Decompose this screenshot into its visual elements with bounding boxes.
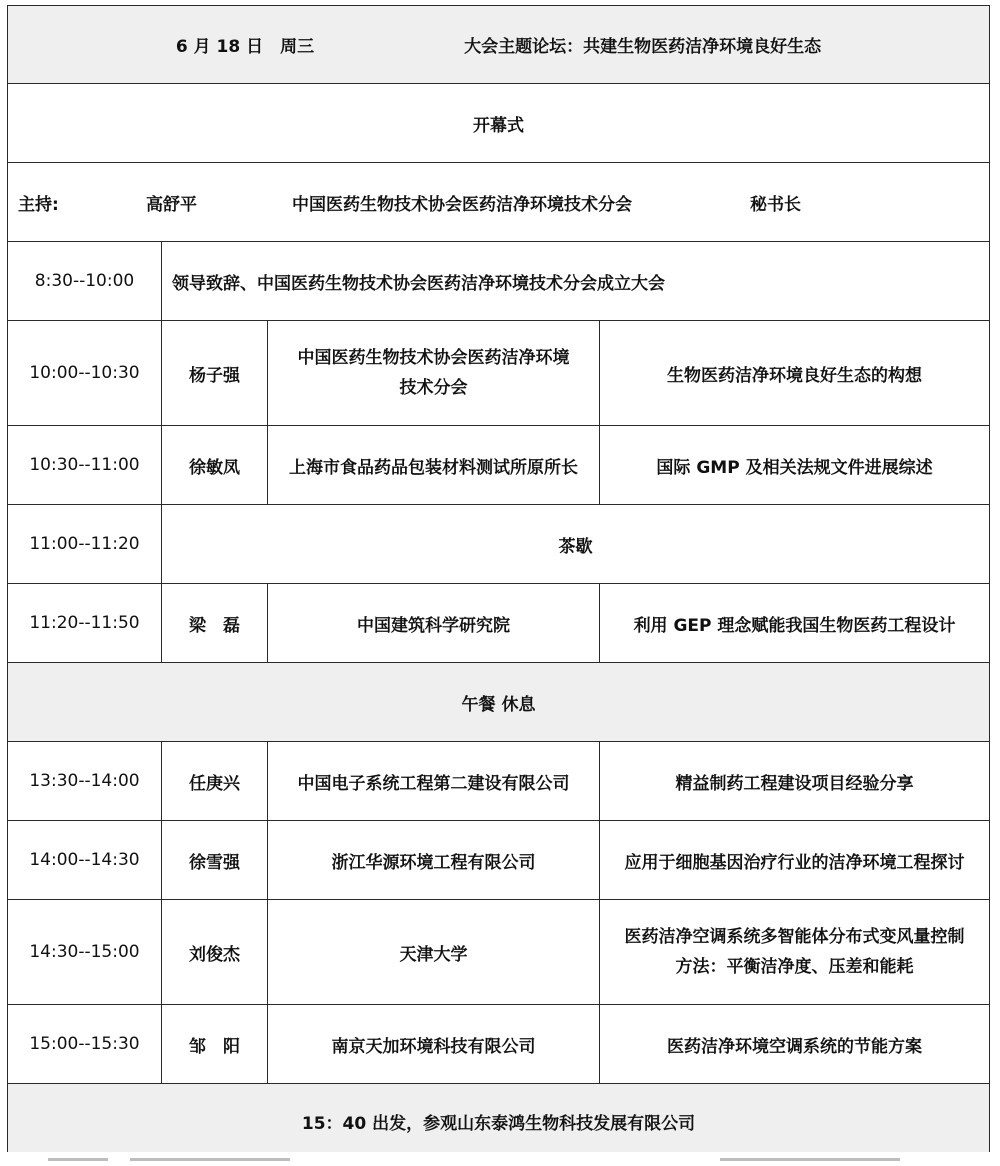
session-time: 10:00--10:30	[8, 321, 162, 426]
cropped-text-fragment	[130, 1158, 290, 1161]
speaker-name: 杨子强	[162, 321, 268, 426]
footer-row	[8, 1084, 990, 1160]
speaker-org: 浙江华源环境工程有限公司	[268, 821, 600, 900]
table-row	[8, 321, 990, 426]
table-row	[8, 505, 990, 584]
speaker-name: 邹 阳	[162, 1005, 268, 1084]
header-date: 6 月 18 日 周三	[175, 37, 315, 57]
table-row	[8, 242, 990, 321]
talk-topic: 医药洁净环境空调系统的节能方案	[600, 1005, 990, 1084]
opening-row	[8, 84, 990, 163]
session-time: 14:00--14:30	[8, 821, 162, 900]
speaker-name: 任庚兴	[162, 742, 268, 821]
talk-topic-line1: 医药洁净空调系统多智能体分布式变风量控制	[624, 927, 965, 947]
lunch-row	[8, 663, 990, 742]
table-row	[8, 900, 990, 1005]
host-name: 高舒平	[146, 194, 197, 215]
session-time: 15:00--15:30	[8, 1005, 162, 1084]
host-row	[8, 163, 990, 242]
talk-topic-line2: 方法：平衡洁净度、压差和能耗	[675, 957, 914, 977]
header-title: 大会主题论坛：共建生物医药洁净环境良好生态	[464, 37, 822, 57]
speaker-name: 徐敏凤	[162, 426, 268, 505]
session-time: 14:30--15:00	[8, 900, 162, 1005]
speaker-org-line2: 技术分会	[399, 378, 468, 398]
talk-topic: 利用 GEP 理念赋能我国生物医药工程设计	[600, 584, 990, 663]
header-row	[8, 6, 990, 84]
table-row	[8, 1005, 990, 1084]
speaker-org-line1: 中国医药生物技术协会医药洁净环境	[297, 348, 570, 368]
table-row	[8, 426, 990, 505]
cropped-next-page-edge	[0, 1152, 1000, 1166]
lunch-break: 午餐 休息	[8, 663, 990, 742]
session-time: 11:00--11:20	[8, 505, 162, 584]
cropped-text-fragment	[48, 1158, 108, 1161]
header-cell	[8, 6, 990, 84]
host-role: 秘书长	[750, 194, 801, 215]
talk-topic: 生物医药洁净环境良好生态的构想	[600, 321, 990, 426]
session-time: 10:30--11:00	[8, 426, 162, 505]
host-label: 主持:	[18, 194, 59, 215]
session-time: 11:20--11:50	[8, 584, 162, 663]
opening-label: 开幕式	[8, 84, 990, 163]
cropped-text-fragment	[720, 1158, 900, 1161]
table-row	[8, 821, 990, 900]
speaker-name: 梁 磊	[162, 584, 268, 663]
tea-break: 茶歇	[162, 505, 990, 584]
talk-topic: 精益制药工程建设项目经验分享	[600, 742, 990, 821]
footer-note: 15：40 出发，参观山东泰鸿生物科技发展有限公司	[8, 1084, 990, 1160]
session-time: 8:30--10:00	[8, 242, 162, 321]
agenda-table	[7, 5, 990, 1160]
speaker-org: 南京天加环境科技有限公司	[268, 1005, 600, 1084]
session-content: 领导致辞、中国医药生物技术协会医药洁净环境技术分会成立大会	[162, 242, 990, 321]
host-org: 中国医药生物技术协会医药洁净环境技术分会	[292, 194, 632, 215]
speaker-org	[268, 321, 600, 426]
speaker-org: 中国建筑科学研究院	[268, 584, 600, 663]
session-time: 13:30--14:00	[8, 742, 162, 821]
speaker-org: 上海市食品药品包装材料测试所原所长	[268, 426, 600, 505]
talk-topic: 应用于细胞基因治疗行业的洁净环境工程探讨	[600, 821, 990, 900]
speaker-org: 天津大学	[268, 900, 600, 1005]
speaker-name: 刘俊杰	[162, 900, 268, 1005]
table-row	[8, 584, 990, 663]
talk-topic	[600, 900, 990, 1005]
host-cell	[8, 163, 990, 242]
table-row	[8, 742, 990, 821]
speaker-org: 中国电子系统工程第二建设有限公司	[268, 742, 600, 821]
talk-topic: 国际 GMP 及相关法规文件进展综述	[600, 426, 990, 505]
speaker-name: 徐雪强	[162, 821, 268, 900]
